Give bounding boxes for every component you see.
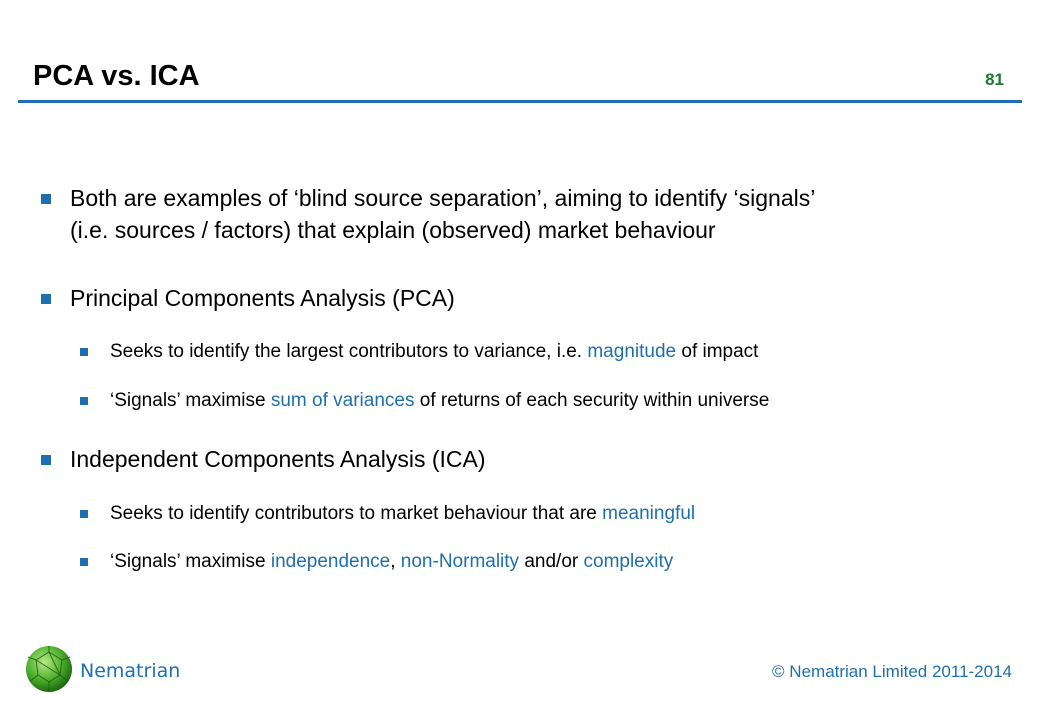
sub-bullet-text: ‘Signals’ maximise xyxy=(110,551,271,572)
sub-bullet-ica-meaningful xyxy=(110,501,990,527)
sub-bullet-square-icon xyxy=(80,397,88,405)
highlight-non-normality: non-Normality xyxy=(400,551,520,572)
copyright-notice: © Nematrian Limited 2011-2014 xyxy=(772,662,1012,681)
bullet-text: Principal Components Analysis (PCA) xyxy=(70,285,455,311)
bullet-text-line-1: Both are examples of ‘blind source separation’, aiming to identify ‘signals’ xyxy=(70,185,816,211)
bullet-text: Independent Components Analysis (ICA) xyxy=(70,446,486,472)
highlight-sum-of-variances: sum of variances xyxy=(270,390,415,411)
bullet-square-icon xyxy=(41,455,51,465)
sub-bullet-square-icon xyxy=(80,558,88,566)
highlight-magnitude: magnitude xyxy=(587,341,677,362)
bullet-text-line-2: (i.e. sources / factors) that explain (observed) market behaviour xyxy=(70,217,716,243)
highlight-complexity: complexity xyxy=(583,551,674,572)
sub-bullet-text-end: of impact xyxy=(676,341,759,362)
title-divider xyxy=(18,100,1022,103)
bullet-pca xyxy=(70,282,970,314)
slide-number: 81 xyxy=(985,70,1004,89)
sub-bullet-ica-signals xyxy=(110,549,990,575)
sub-bullet-text: Seeks to identify contributors to market behaviour that are xyxy=(110,503,603,524)
bullet-square-icon xyxy=(41,294,51,304)
sub-bullet-text: Seeks to identify the largest contributors to variance, i.e. xyxy=(110,341,588,362)
sub-bullet-text-end: of returns of each security within universe xyxy=(414,390,770,411)
sub-bullet-pca-magnitude xyxy=(110,339,990,365)
sub-bullet-square-icon xyxy=(80,348,88,356)
highlight-independence: independence xyxy=(270,551,391,572)
sub-bullet-square-icon xyxy=(80,510,88,518)
separator-and-or: and/or xyxy=(519,551,584,572)
green-polyhedron-icon xyxy=(24,644,74,694)
bullet-ica xyxy=(70,443,970,475)
bullet-blind-source-separation xyxy=(70,182,970,246)
slide-title: PCA vs. ICA xyxy=(33,60,200,92)
sub-bullet-text: ‘Signals’ maximise xyxy=(110,390,271,411)
separator-comma: , xyxy=(390,551,401,572)
bullet-square-icon xyxy=(41,194,51,204)
highlight-meaningful: meaningful xyxy=(602,503,696,524)
brand-name: Nematrian xyxy=(80,660,181,682)
sub-bullet-pca-variances xyxy=(110,388,990,414)
